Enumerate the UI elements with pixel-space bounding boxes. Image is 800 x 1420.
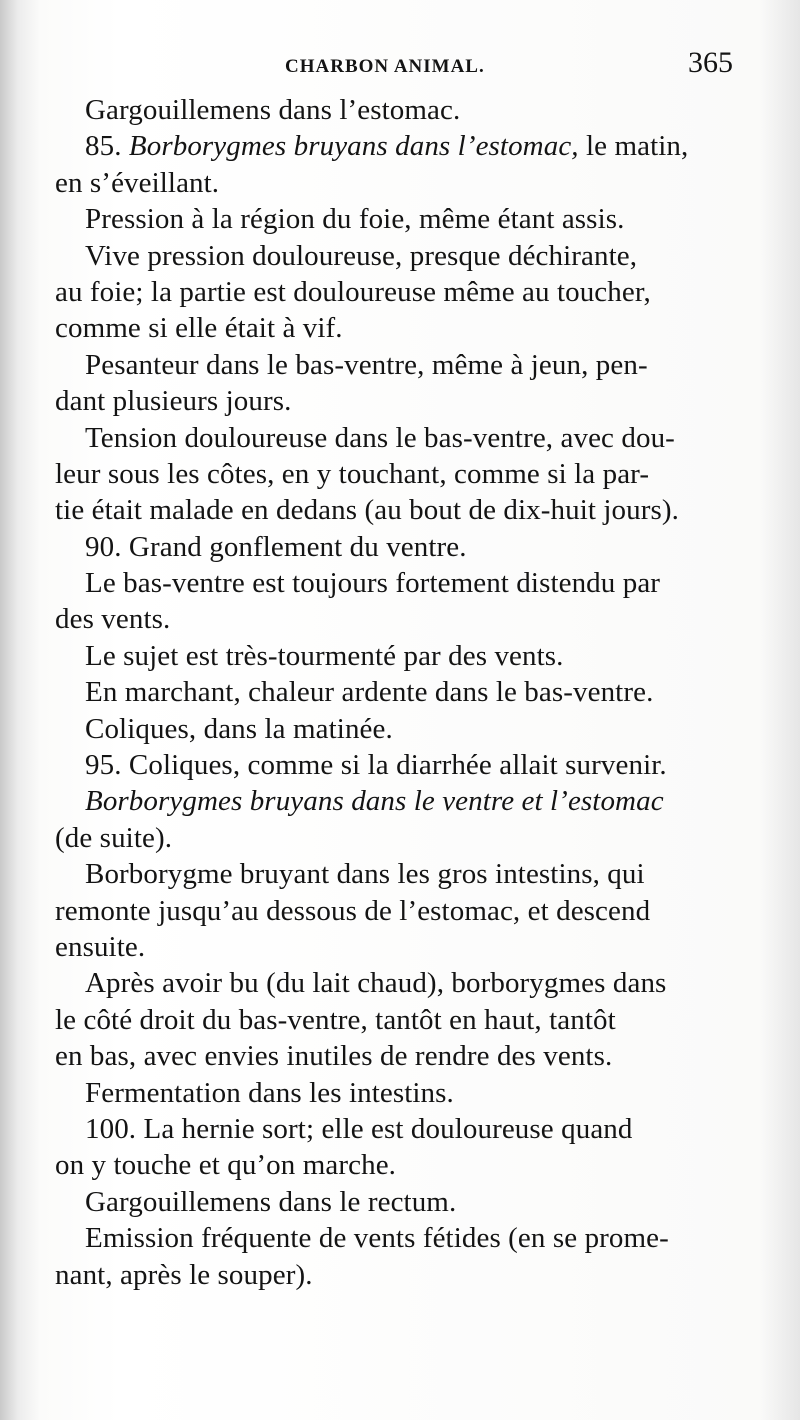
text-line: au foie; la partie est douloureuse même au toucher, — [55, 275, 651, 308]
text-line: Gargouillemens dans le rectum. — [85, 1185, 457, 1218]
text-line: dant plusieurs jours. — [55, 385, 292, 418]
text-line: nant, après le souper). — [55, 1258, 313, 1291]
text-line: 90. Grand gonflement du ventre. — [85, 530, 467, 563]
text-line: Fermentation dans les intestins. — [85, 1076, 454, 1109]
text-line: Pression à la région du foie, même étant assis. — [85, 203, 625, 236]
text-line: remonte jusqu’au dessous de l’estomac, et descend — [55, 894, 651, 927]
running-head: CHARBON ANIMAL. — [285, 56, 485, 77]
text-line: des vents. — [55, 603, 171, 636]
text-line: 95. Coliques, comme si la diarrhée allait survenir. — [85, 749, 667, 782]
text-line: Après avoir bu (du lait chaud), borborygmes dans — [85, 967, 667, 1000]
text-line: Vive pression douloureuse, presque déchirante, — [85, 239, 638, 272]
text-line: leur sous les côtes, en y touchant, comme si la par- — [55, 457, 650, 490]
text-line: En marchant, chaleur ardente dans le bas-ventre. — [85, 676, 654, 709]
text-line: Coliques, dans la matinée. — [85, 712, 393, 745]
text-line: Gargouillemens dans l’estomac. — [85, 94, 461, 126]
text-line: Pesanteur dans le bas-ventre, même à jeun, pen- — [85, 348, 648, 381]
text-line: Emission fréquente de vents fétides (en se prome- — [85, 1222, 669, 1255]
text-line: Le sujet est très-tourmenté par des vents. — [85, 639, 564, 672]
text-line: Borborygmes bruyans dans le ventre et l’estomac — [85, 785, 664, 818]
text-line: on y touche et qu’on marche. — [55, 1149, 397, 1182]
text-line: Le bas-ventre est toujours fortement distendu par — [85, 567, 661, 600]
page-number: 365 — [688, 46, 733, 79]
text-line: Borborygme bruyant dans les gros intestins, qui — [85, 858, 645, 891]
text-line: ensuite. — [55, 930, 146, 963]
text-line: en s’éveillant. — [55, 166, 220, 199]
text-line: (de suite). — [55, 821, 173, 854]
text-line: Tension douloureuse dans le bas-ventre, avec dou- — [85, 421, 675, 454]
text-line: en bas, avec envies inutiles de rendre des vents. — [55, 1040, 613, 1073]
page-header — [0, 44, 800, 84]
text-line: tie était malade en dedans (au bout de dix-huit jours). — [55, 494, 679, 527]
body-text — [55, 92, 755, 1293]
text-line: 85. Borborygmes bruyans dans l’estomac, le matin, — [85, 130, 689, 163]
text-line: 100. La hernie sort; elle est douloureuse quand — [85, 1112, 633, 1145]
text-line: le côté droit du bas-ventre, tantôt en haut, tantôt — [55, 1003, 616, 1036]
text-line: comme si elle était à vif. — [55, 312, 343, 345]
